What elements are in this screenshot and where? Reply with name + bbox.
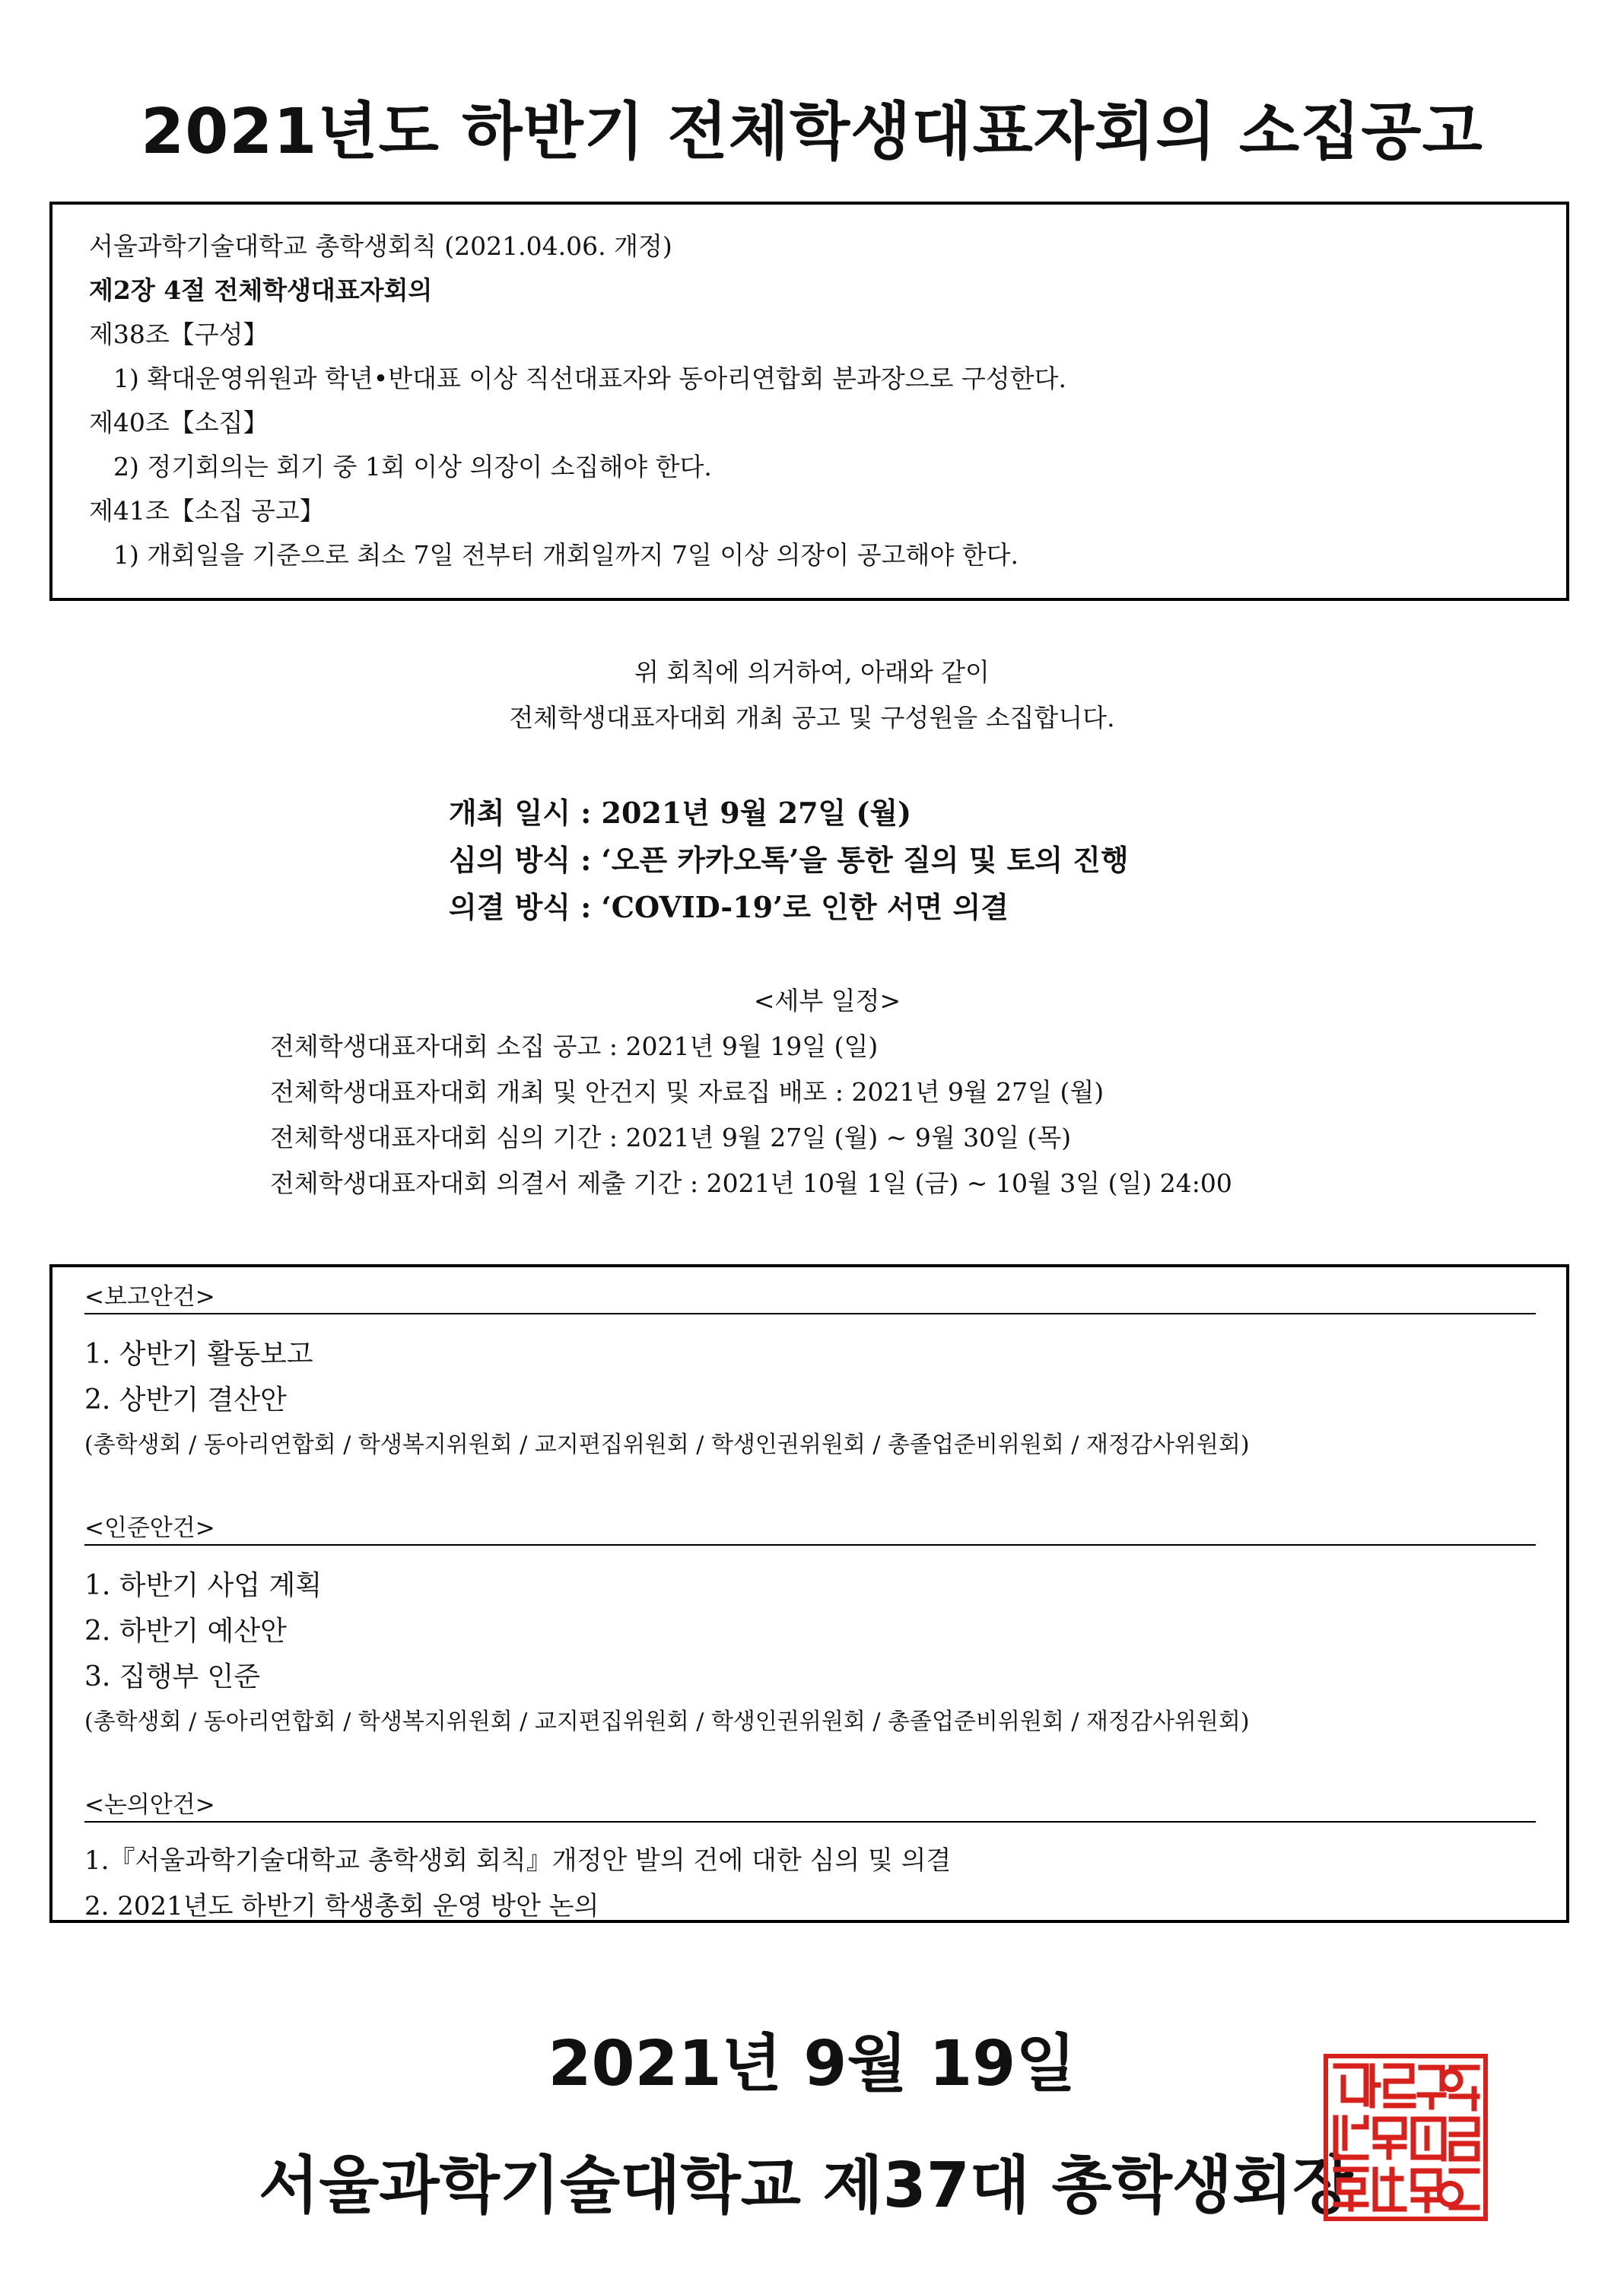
schedule-item: 전체학생대표자대회 개최 및 안건지 및 자료집 배포 : 2021년 9월 27일 (월) bbox=[270, 1077, 1104, 1107]
agenda-orgs: (총학생회 / 동아리연합회 / 학생복지위원회 / 교지편집위원회 / 학생인권위원회 / 총졸업준비위원회 / 재정감사위원회) bbox=[84, 1708, 1250, 1735]
agenda-item: 2. 상반기 결산안 bbox=[84, 1384, 287, 1416]
meeting-date: 개최 일시 : 2021년 9월 27일 (월) bbox=[449, 796, 912, 830]
schedule-item: 전체학생대표자대회 심의 기간 : 2021년 9월 27일 (월) ~ 9월 30일 (목) bbox=[270, 1123, 1072, 1152]
rules-chapter: 제2장 4절 전체학생대표자회의 bbox=[89, 275, 433, 305]
agenda-item: 2. 2021년도 하반기 학생총회 운영 방안 논의 bbox=[84, 1891, 599, 1921]
document-title: 2021년도 하반기 전체학생대표자회의 소집공고 bbox=[141, 96, 1483, 168]
rules-excerpt-box bbox=[49, 202, 1569, 601]
agenda-item: 2. 하반기 예산안 bbox=[84, 1616, 287, 1647]
approval-agenda-heading: <인준안건> bbox=[84, 1512, 1536, 1546]
schedule-item: 전체학생대표자대회 의결서 제출 기간 : 2021년 10월 1일 (금) ~ 10월 3일 (일) 24:00 bbox=[270, 1168, 1232, 1198]
meeting-vote: 의결 방식 : ‘COVID-19’로 인한 서면 의결 bbox=[449, 890, 1009, 924]
rules-source: 서울과학기술대학교 총학생회칙 (2021.04.06. 개정) bbox=[89, 231, 672, 261]
schedule-heading: <세부 일정> bbox=[753, 986, 901, 1015]
schedule-item: 전체학생대표자대회 소집 공고 : 2021년 9월 19일 (일) bbox=[270, 1031, 879, 1061]
agenda-orgs: (총학생회 / 동아리연합회 / 학생복지위원회 / 교지편집위원회 / 학생인권위원회 / 총졸업준비위원회 / 재정감사위원회) bbox=[84, 1432, 1250, 1458]
meeting-method: 심의 방식 : ‘오픈 카카오톡’을 통한 질의 및 토의 진행 bbox=[449, 843, 1129, 877]
article-text: 2) 정기회의는 회기 중 1회 이상 의장이 소집해야 한다. bbox=[113, 452, 712, 482]
article-heading: 제40조【소집】 bbox=[89, 408, 269, 437]
discussion-agenda-heading: <논의안건> bbox=[84, 1789, 1536, 1823]
report-agenda-heading: <보고안건> bbox=[84, 1281, 1536, 1314]
article-heading: 제41조【소집 공고】 bbox=[89, 496, 325, 526]
footer-organization: 서울과학기술대학교 제37대 총학생회장 bbox=[259, 2150, 1353, 2222]
footer-date: 2021년 9월 19일 bbox=[548, 2028, 1076, 2100]
intro-line-1: 위 회칙에 의거하여, 아래와 같이 bbox=[634, 657, 990, 687]
agenda-box bbox=[49, 1264, 1569, 1923]
intro-line-2: 전체학생대표자대회 개최 공고 및 구성원을 소집합니다. bbox=[509, 703, 1115, 733]
article-text: 1) 확대운영위원과 학년•반대표 이상 직선대표자와 동아리연합회 분과장으로 구성한다. bbox=[113, 364, 1066, 393]
agenda-item: 1.『서울과학기술대학교 총학생회 회칙』개정안 발의 건에 대한 심의 및 의결 bbox=[84, 1845, 952, 1876]
agenda-item: 3. 집행부 인준 bbox=[84, 1661, 261, 1692]
article-text: 1) 개회일을 기준으로 최소 7일 전부터 개회일까지 7일 이상 의장이 공고해야 한다. bbox=[113, 540, 1019, 570]
seal-icon bbox=[1328, 2058, 1483, 2217]
agenda-item: 1. 하반기 사업 계획 bbox=[84, 1570, 323, 1601]
agenda-item: 1. 상반기 활동보고 bbox=[84, 1339, 313, 1370]
official-seal-stamp bbox=[1324, 2054, 1488, 2221]
article-heading: 제38조【구성】 bbox=[89, 319, 269, 349]
